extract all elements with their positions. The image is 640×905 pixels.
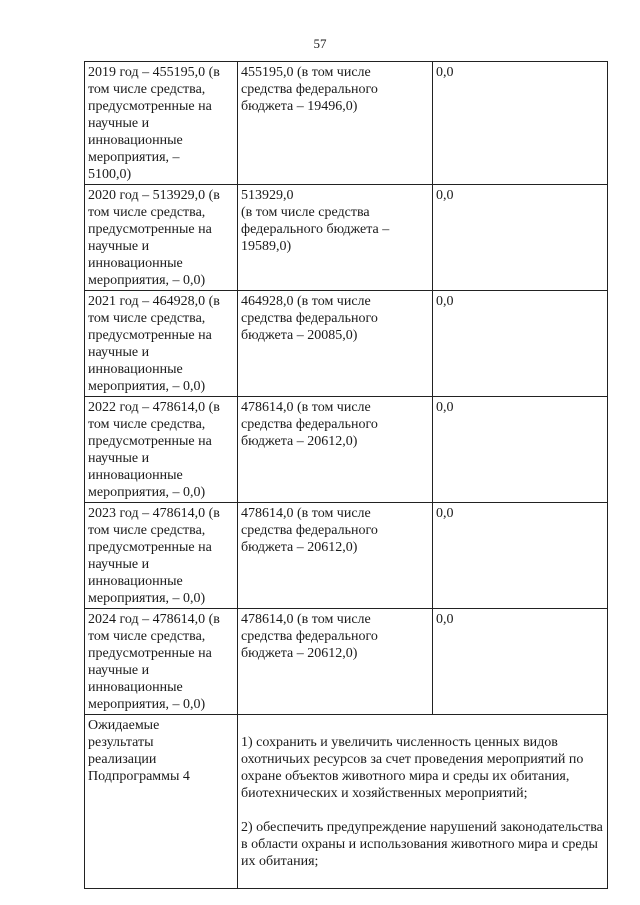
funding-row-2021	[85, 291, 608, 397]
page-number: 57	[313, 36, 327, 51]
year-total-cell: 2020 год – 513929,0 (в том числе средства, предусмотренные на научные и инновационные мероприятия, – 0,0)	[85, 185, 238, 291]
amount-cell: 455195,0 (в том числе средства федерального бюджета – 19496,0)	[238, 62, 433, 185]
year-total-cell: 2021 год – 464928,0 (в том числе средства, предусмотренные на научные и инновационные мероприятия, – 0,0)	[85, 291, 238, 397]
year-total-cell: 2023 год – 478614,0 (в том числе средства, предусмотренные на научные и инновационные мероприятия, – 0,0)	[85, 503, 238, 609]
amount-cell: 478614,0 (в том числе средства федерального бюджета – 20612,0)	[238, 609, 433, 715]
year-total-cell: 2024 год – 478614,0 (в том числе средства, предусмотренные на научные и инновационные мероприятия, – 0,0)	[85, 609, 238, 715]
year-total-cell: 2019 год – 455195,0 (в том числе средства, предусмотренные на научные и инновационные мероприятия, – 5100,0)	[85, 62, 238, 185]
other-sources-cell: 0,0	[433, 62, 608, 185]
funding-row-2023	[85, 503, 608, 609]
other-sources-cell: 0,0	[433, 291, 608, 397]
funding-row-2019	[85, 62, 608, 185]
year-total-cell: 2022 год – 478614,0 (в том числе средства, предусмотренные на научные и инновационные мероприятия, – 0,0)	[85, 397, 238, 503]
amount-cell: 513929,0 (в том числе средства федерального бюджета – 19589,0)	[238, 185, 433, 291]
funding-row-2024	[85, 609, 608, 715]
expected-results-text	[238, 715, 608, 889]
expected-results-label: Ожидаемые результаты реализации Подпрограммы 4	[85, 715, 238, 889]
funding-row-2020	[85, 185, 608, 291]
result-item-2: 2) обеспечить предупреждение нарушений законодательства в области охраны и использования животного мира и среды их обитания;	[241, 820, 603, 869]
funding-table	[84, 61, 608, 889]
other-sources-cell: 0,0	[433, 185, 608, 291]
amount-cell: 478614,0 (в том числе средства федерального бюджета – 20612,0)	[238, 503, 433, 609]
amount-cell: 464928,0 (в том числе средства федерального бюджета – 20085,0)	[238, 291, 433, 397]
result-item-1: 1) сохранить и увеличить численность ценных видов охотничьих ресурсов за счет проведения мероприятий по охране объектов животного мира и среды их обитания, биотехнических и хозяйственных мероприятий;	[241, 735, 584, 801]
other-sources-cell: 0,0	[433, 503, 608, 609]
other-sources-cell: 0,0	[433, 609, 608, 715]
funding-row-2022	[85, 397, 608, 503]
expected-results-row	[85, 715, 608, 889]
other-sources-cell: 0,0	[433, 397, 608, 503]
amount-cell: 478614,0 (в том числе средства федерального бюджета – 20612,0)	[238, 397, 433, 503]
